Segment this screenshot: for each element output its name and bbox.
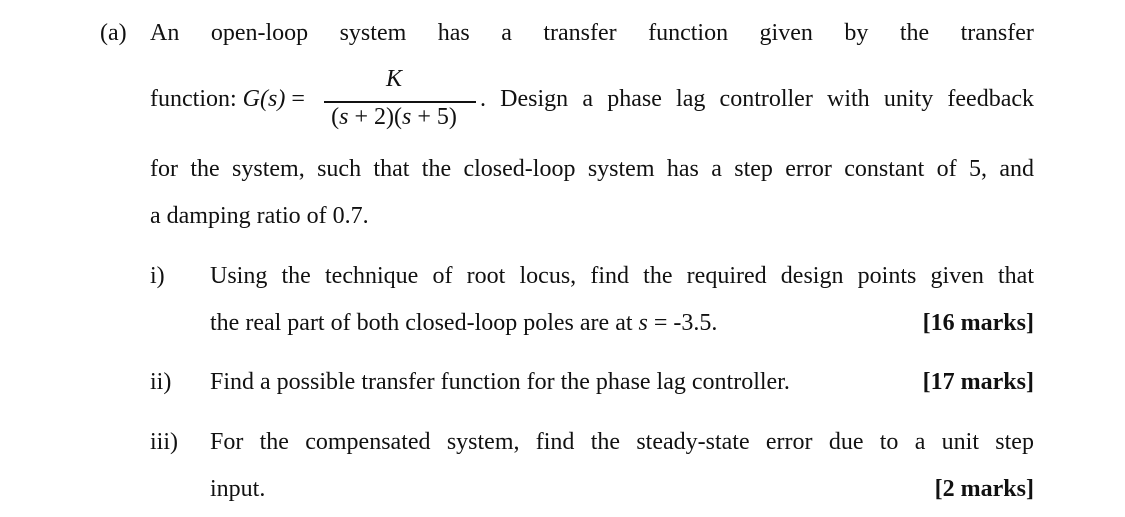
subpart-iii-line-1-word: a: [914, 429, 926, 455]
subpart-iii-line-1-word: due: [828, 429, 864, 455]
subpart-iii-line-1-word: to: [879, 429, 899, 455]
subpart-iii-line-1-word: the: [259, 429, 289, 455]
question-line-2-suffix: . Design a phase lag controller with unity feedback: [480, 86, 1034, 112]
fraction-numerator: K: [385, 66, 402, 92]
subpart-iii-line-1-word: unit: [941, 429, 979, 455]
question-line-1-word: transfer: [960, 20, 1034, 46]
question-line-1-word: transfer: [543, 20, 617, 46]
equals-sign: =: [285, 86, 305, 112]
question-line-1-word: given: [759, 20, 813, 46]
question-line-1-word: by: [844, 20, 869, 46]
question-line-1-word: system: [339, 20, 407, 46]
question-line-3: for the system, such that the closed-loop system has a step error constant of 5, and: [150, 156, 1034, 182]
subpart-ii-text: Find a possible transfer function for the phase lag controller.: [210, 369, 790, 395]
subpart-iii-line-2: [210, 476, 1034, 503]
subpart-ii-line-1: [210, 369, 1034, 396]
subpart-iii-line-1-word: compensated: [305, 429, 431, 455]
subpart-iii-line-1-word: For: [210, 429, 244, 455]
function-label: function:: [150, 86, 243, 112]
subpart-iii-line-1-word: error: [765, 429, 813, 455]
subpart-iii-label: iii): [150, 429, 178, 455]
subpart-iii-line-1-word: system,: [446, 429, 520, 455]
subpart-iii-line-1-word: the: [590, 429, 621, 455]
subpart-i-line-1: Using the technique of root locus, find the required design points given that: [210, 263, 1034, 289]
subpart-i-text: the real part of both closed-loop poles are at s = -3.5.: [210, 310, 718, 336]
part-label: (a): [100, 20, 127, 46]
subpart-i-label: i): [150, 263, 165, 289]
question-line-2-prefix: [150, 86, 305, 113]
subpart-ii-marks: [17 marks]: [922, 369, 1034, 395]
subpart-iii-line-1: [210, 429, 1034, 456]
question-line-1-word: function: [648, 20, 729, 46]
fraction-denominator: (s + 2)(s + 5): [331, 104, 457, 130]
question-line-1-word: open-loop: [210, 20, 309, 46]
transfer-function-fraction: [310, 66, 478, 138]
question-line-4: a damping ratio of 0.7.: [150, 203, 369, 229]
question-line-1-word: a: [501, 20, 512, 46]
subpart-iii-text: input.: [210, 476, 266, 502]
question-line-1: [150, 20, 1034, 47]
question-line-1-word: the: [899, 20, 930, 46]
transfer-function-symbol: G(s): [242, 86, 286, 112]
question-line-1-word: An: [150, 20, 180, 46]
subpart-ii-label: ii): [150, 369, 172, 395]
subpart-i-marks: [16 marks]: [922, 310, 1034, 336]
subpart-i-line-2: [210, 310, 1034, 337]
subpart-iii-line-1-word: steady-state: [636, 429, 750, 455]
fraction-bar: [324, 101, 476, 103]
question-line-1-word: has: [437, 20, 470, 46]
subpart-iii-line-1-word: find: [535, 429, 575, 455]
subpart-iii-line-1-word: step: [995, 429, 1034, 455]
subpart-iii-marks: [2 marks]: [934, 476, 1034, 502]
